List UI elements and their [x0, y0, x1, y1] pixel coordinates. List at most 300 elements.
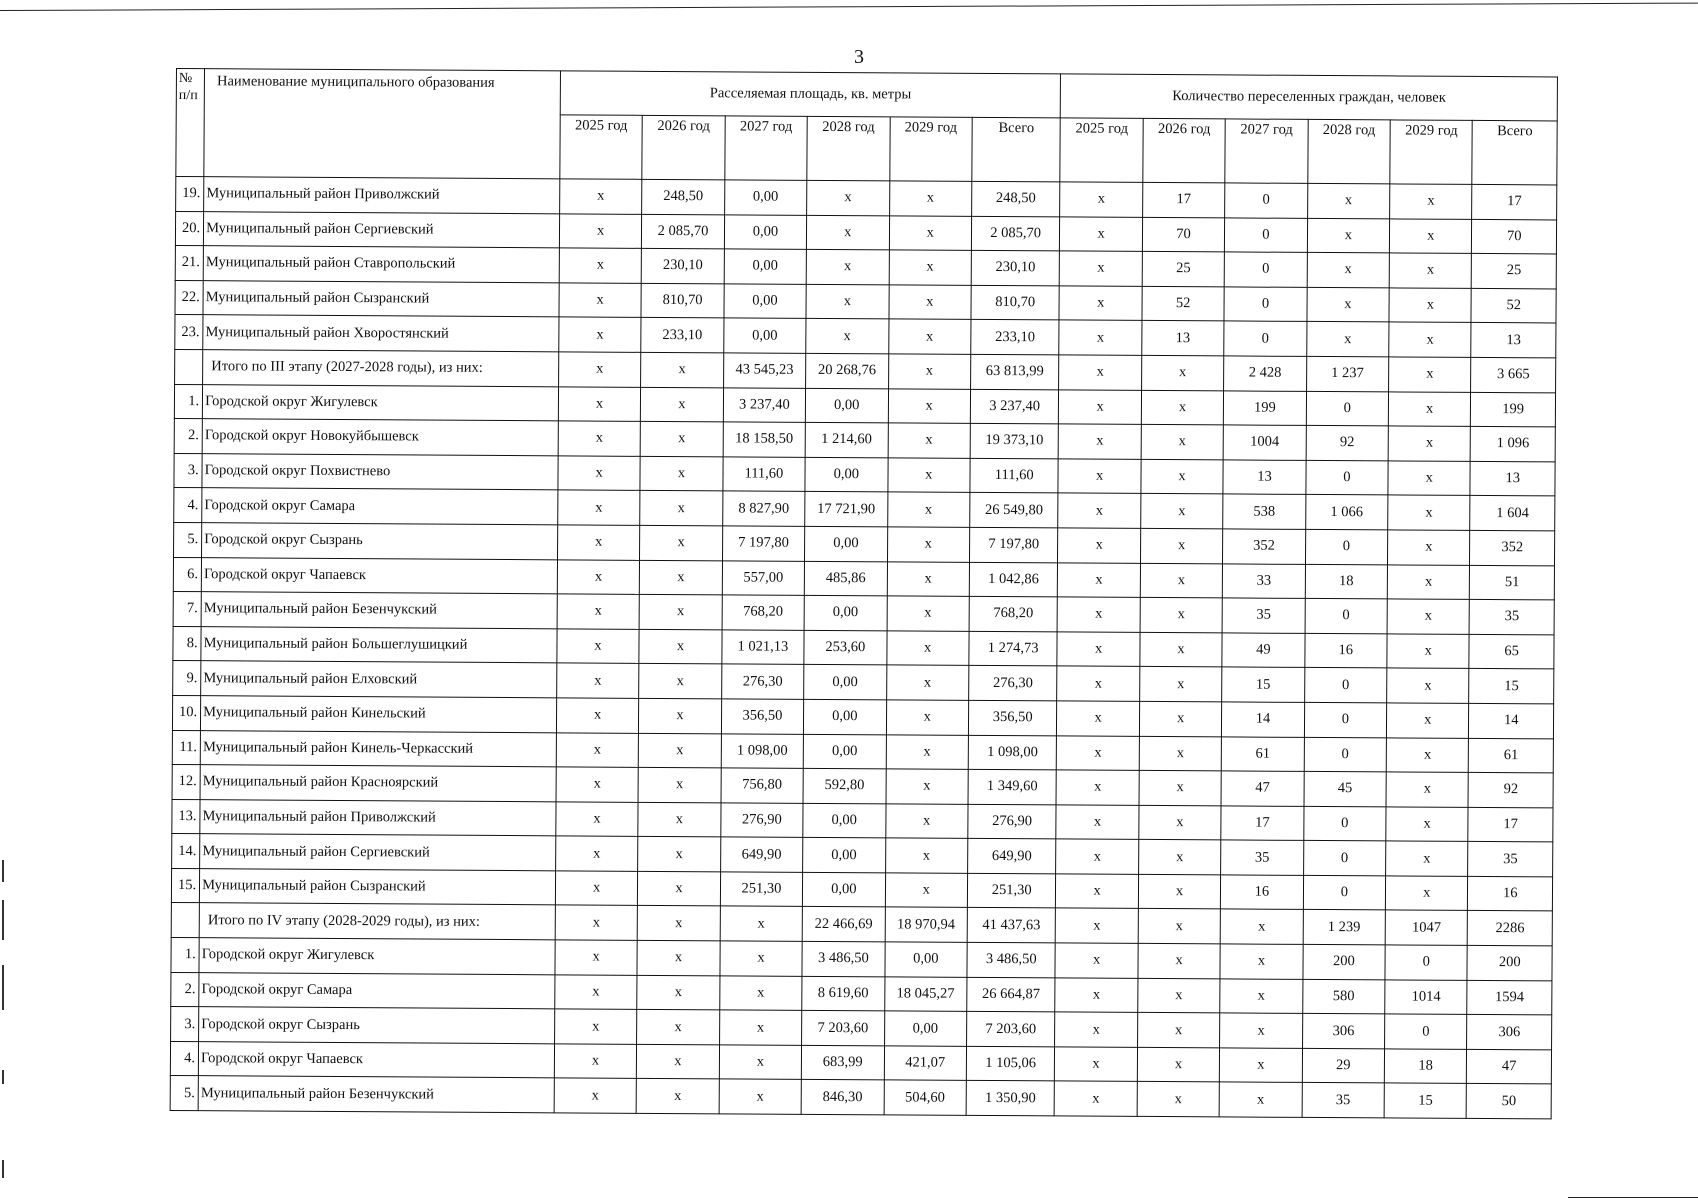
scan-edge-mark — [2, 965, 4, 1010]
area-cell: 22 466,69 — [802, 907, 885, 942]
area-cell: x — [886, 631, 969, 666]
people-cell: x — [1141, 459, 1224, 494]
people-cell: 92 — [1306, 426, 1389, 461]
people-cell: x — [1389, 357, 1472, 392]
area-cell: 17 721,90 — [805, 492, 888, 527]
people-cell: 33 — [1223, 563, 1306, 598]
row-number: 12. — [172, 765, 200, 800]
area-cell: x — [640, 491, 723, 526]
people-cell: 1014 — [1385, 980, 1468, 1015]
area-total-cell: 230,10 — [971, 251, 1060, 286]
municipality-name: Городской округ Новокуйбышевск — [202, 419, 558, 456]
people-cell: x — [1388, 461, 1471, 496]
people-cell: x — [1059, 286, 1142, 321]
people-cell: 15 — [1222, 667, 1305, 702]
scan-edge-line — [0, 3, 1698, 11]
municipality-name: Городской округ Чапаевск — [201, 557, 557, 594]
people-cell: x — [1387, 599, 1470, 634]
area-cell: x — [641, 352, 724, 387]
row-number: 14. — [172, 834, 200, 869]
people-cell: 0 — [1224, 321, 1307, 356]
area-cell: 0,00 — [723, 318, 806, 353]
area-cell: x — [557, 594, 640, 629]
header-area-year: 2029 год — [889, 117, 972, 182]
header-people-group: Количество переселенных граждан, человек — [1061, 74, 1558, 121]
area-cell: 0,00 — [804, 595, 887, 630]
people-total-cell: 51 — [1470, 565, 1555, 600]
row-number: 21. — [175, 246, 203, 281]
municipality-name: Муниципальный район Сергиевский — [204, 211, 560, 248]
people-cell: x — [1057, 666, 1140, 701]
people-cell: 70 — [1142, 217, 1225, 252]
people-cell: 49 — [1222, 633, 1305, 668]
area-cell: 0,00 — [724, 249, 807, 284]
people-total-cell: 199 — [1471, 392, 1556, 427]
municipality-name: Муниципальный район Ставропольский — [203, 246, 559, 283]
people-cell: x — [1386, 703, 1469, 738]
area-cell: 8 619,60 — [802, 976, 885, 1011]
people-cell: x — [1058, 528, 1141, 563]
people-cell: 0 — [1305, 529, 1388, 564]
scan-edge-mark — [2, 900, 4, 940]
area-cell: x — [885, 873, 968, 908]
area-cell: 0,00 — [884, 1011, 967, 1046]
area-cell: x — [888, 285, 971, 320]
people-cell: x — [1138, 978, 1221, 1013]
people-cell: 0 — [1306, 460, 1389, 495]
people-cell: 306 — [1302, 1014, 1385, 1049]
people-cell: x — [1137, 1047, 1220, 1082]
area-cell: 0,00 — [804, 665, 887, 700]
people-cell: x — [1138, 943, 1221, 978]
area-total-cell: 7 203,60 — [966, 1012, 1055, 1047]
area-cell: x — [558, 352, 641, 387]
municipality-name: Муниципальный район Сызранский — [200, 869, 556, 906]
people-cell: 1004 — [1223, 425, 1306, 460]
area-cell: 43 545,23 — [723, 353, 806, 388]
people-cell: 1047 — [1385, 910, 1468, 945]
area-cell: 8 827,90 — [722, 491, 805, 526]
people-total-cell: 200 — [1467, 945, 1552, 980]
area-total-cell: 1 042,86 — [969, 562, 1058, 597]
people-cell: x — [1390, 184, 1473, 219]
scan-edge-mark — [2, 1070, 4, 1084]
document-page — [170, 68, 1558, 1119]
people-cell: x — [1389, 219, 1472, 254]
area-cell: 557,00 — [722, 560, 805, 595]
people-cell: x — [1387, 634, 1470, 669]
people-cell: 0 — [1225, 183, 1308, 218]
area-cell: 2 085,70 — [642, 214, 725, 249]
people-cell: 0 — [1304, 702, 1387, 737]
area-cell: x — [555, 974, 638, 1009]
people-cell: x — [1059, 424, 1142, 459]
people-cell: x — [1219, 1082, 1302, 1117]
people-cell: 47 — [1221, 771, 1304, 806]
area-cell: x — [889, 250, 972, 285]
area-cell: x — [560, 179, 643, 214]
people-cell: x — [1056, 874, 1139, 909]
area-cell: x — [888, 423, 971, 458]
area-cell: 111,60 — [723, 457, 806, 492]
people-cell: 13 — [1142, 321, 1225, 356]
people-cell: x — [1220, 979, 1303, 1014]
area-cell: x — [887, 527, 970, 562]
area-total-cell: 7 197,80 — [969, 527, 1058, 562]
area-cell: x — [885, 804, 968, 839]
people-total-cell: 306 — [1467, 1015, 1552, 1050]
area-total-cell: 1 350,90 — [966, 1081, 1055, 1116]
area-total-cell: 1 105,06 — [966, 1046, 1055, 1081]
area-total-cell: 63 813,99 — [970, 354, 1059, 389]
people-cell: 1 066 — [1305, 495, 1388, 530]
people-cell: 1 237 — [1306, 356, 1389, 391]
header-people-total: Всего — [1472, 120, 1557, 185]
people-cell: x — [1139, 770, 1222, 805]
header-people-year: 2028 год — [1307, 119, 1390, 184]
people-cell: 352 — [1223, 529, 1306, 564]
area-cell: x — [640, 456, 723, 491]
row-number: 13. — [172, 799, 200, 834]
municipality-name: Муниципальный район Приволжский — [200, 799, 556, 836]
people-cell: x — [1139, 736, 1222, 771]
area-cell: 683,99 — [801, 1045, 884, 1080]
people-total-cell: 65 — [1469, 634, 1554, 669]
area-cell: 0,00 — [724, 214, 807, 249]
people-cell: x — [1307, 183, 1390, 218]
area-total-cell: 26 549,80 — [970, 493, 1059, 528]
area-cell: 0,00 — [804, 699, 887, 734]
area-cell: x — [806, 319, 889, 354]
row-number: 1. — [174, 384, 202, 419]
people-cell: 61 — [1221, 736, 1304, 771]
people-cell: x — [1387, 564, 1470, 599]
people-cell: x — [1056, 908, 1139, 943]
area-cell: x — [556, 767, 639, 802]
row-number: 19. — [176, 177, 204, 212]
area-cell: 0,00 — [805, 526, 888, 561]
people-cell: x — [1055, 978, 1138, 1013]
area-cell: 504,60 — [884, 1080, 967, 1115]
people-cell: x — [1059, 320, 1142, 355]
row-number: 2. — [174, 419, 202, 454]
area-cell: x — [638, 871, 721, 906]
people-cell: 0 — [1385, 1014, 1468, 1049]
area-cell: 0,00 — [724, 284, 807, 319]
area-total-cell: 251,30 — [967, 873, 1056, 908]
header-area-year: 2025 год — [560, 115, 643, 180]
people-cell: 200 — [1303, 944, 1386, 979]
people-total-cell: 352 — [1470, 530, 1555, 565]
area-cell: x — [639, 629, 722, 664]
area-cell: x — [556, 802, 639, 837]
row-number: 10. — [172, 695, 200, 730]
row-number: 22. — [175, 280, 203, 315]
area-cell: x — [641, 387, 724, 422]
people-total-cell: 14 — [1469, 703, 1554, 738]
area-cell: 0,00 — [802, 872, 885, 907]
area-cell: 0,00 — [724, 180, 807, 215]
municipality-name: Муниципальный район Сызранский — [203, 280, 559, 317]
area-total-cell: 2 085,70 — [971, 216, 1060, 251]
people-cell: 0 — [1303, 875, 1386, 910]
people-total-cell: 1594 — [1467, 980, 1552, 1015]
people-cell: x — [1306, 322, 1389, 357]
area-cell: 0,00 — [803, 803, 886, 838]
people-cell: 0 — [1304, 668, 1387, 703]
area-cell: 592,80 — [803, 768, 886, 803]
people-cell: 35 — [1221, 840, 1304, 875]
municipality-name: Муниципальный район Елховский — [201, 661, 557, 698]
area-cell: 3 486,50 — [802, 941, 885, 976]
people-total-cell: 15 — [1469, 669, 1554, 704]
row-number — [175, 349, 203, 384]
people-cell: x — [1056, 805, 1139, 840]
people-cell: 29 — [1302, 1048, 1385, 1083]
people-cell: x — [1138, 840, 1221, 875]
people-cell: x — [1060, 216, 1143, 251]
table-row — [170, 1076, 1551, 1119]
area-cell: x — [554, 1078, 637, 1113]
people-cell: x — [1307, 253, 1390, 288]
area-total-cell: 41 437,63 — [967, 908, 1056, 943]
people-total-cell: 70 — [1472, 219, 1557, 254]
people-cell: x — [1386, 772, 1469, 807]
people-cell: 0 — [1304, 737, 1387, 772]
municipality-name: Итого по III этапу (2027-2028 годы), из них: — [203, 350, 559, 387]
people-cell: x — [1058, 562, 1141, 597]
people-cell: 13 — [1223, 460, 1306, 495]
area-cell: x — [637, 975, 720, 1010]
people-cell: x — [1060, 182, 1143, 217]
municipality-name: Муниципальный район Кинельский — [201, 696, 557, 733]
area-cell: x — [556, 698, 639, 733]
area-cell: 0,00 — [884, 942, 967, 977]
municipality-name: Городской округ Сызрань — [199, 1007, 555, 1044]
people-cell: x — [1389, 288, 1472, 323]
area-cell: x — [638, 837, 721, 872]
row-number: 1. — [171, 938, 199, 973]
area-total-cell: 356,50 — [968, 700, 1057, 735]
people-cell: x — [1388, 426, 1471, 461]
area-cell: x — [889, 215, 972, 250]
people-cell: x — [1220, 909, 1303, 944]
area-cell: x — [806, 284, 889, 319]
row-number: 8. — [173, 626, 201, 661]
header-people-year: 2027 год — [1225, 119, 1308, 184]
area-cell: x — [640, 525, 723, 560]
people-cell: 580 — [1302, 979, 1385, 1014]
area-cell: x — [557, 525, 640, 560]
area-cell: 276,30 — [721, 664, 804, 699]
area-cell: 0,00 — [803, 734, 886, 769]
people-cell: x — [1058, 459, 1141, 494]
area-cell: x — [888, 319, 971, 354]
area-cell: 0,00 — [803, 838, 886, 873]
row-number: 3. — [174, 453, 202, 488]
area-cell: x — [639, 698, 722, 733]
scan-edge-mark — [2, 1160, 4, 1178]
area-cell: 421,07 — [884, 1046, 967, 1081]
people-total-cell: 61 — [1469, 738, 1554, 773]
municipality-name: Городской округ Жигулевск — [202, 384, 558, 421]
municipality-name: Муниципальный район Сергиевский — [200, 834, 556, 871]
municipality-name: Городской округ Самара — [202, 488, 558, 525]
people-cell: 17 — [1221, 806, 1304, 841]
municipality-name: Городской округ Похвистнево — [202, 453, 558, 490]
people-cell: x — [1137, 1082, 1220, 1117]
row-number: 4. — [174, 488, 202, 523]
people-cell: 538 — [1223, 494, 1306, 529]
area-cell: 230,10 — [641, 249, 724, 284]
people-cell: 0 — [1225, 218, 1308, 253]
area-total-cell: 3 486,50 — [967, 942, 1056, 977]
area-total-cell: 1 274,73 — [969, 631, 1058, 666]
municipality-name: Итого по IV этапу (2028-2029 годы), из них: — [199, 903, 555, 940]
header-name: Наименование муниципального образования — [204, 69, 560, 179]
people-total-cell: 25 — [1472, 254, 1557, 289]
people-total-cell: 92 — [1468, 773, 1553, 808]
people-cell: x — [1055, 943, 1138, 978]
area-cell: 233,10 — [641, 318, 724, 353]
area-total-cell: 649,90 — [968, 839, 1057, 874]
people-cell: x — [1385, 876, 1468, 911]
people-cell: x — [1388, 530, 1471, 565]
people-cell: x — [1307, 287, 1390, 322]
people-cell: x — [1140, 598, 1223, 633]
people-cell: 1 239 — [1303, 910, 1386, 945]
municipality-name: Муниципальный район Безенчукский — [198, 1076, 554, 1113]
area-cell: x — [887, 492, 970, 527]
area-cell: x — [559, 283, 642, 318]
municipality-name: Муниципальный район Безенчукский — [201, 592, 557, 629]
area-cell: 18 970,94 — [885, 907, 968, 942]
people-cell: 0 — [1224, 252, 1307, 287]
people-cell: x — [1141, 390, 1224, 425]
area-cell: 0,00 — [805, 457, 888, 492]
people-cell: 52 — [1142, 286, 1225, 321]
area-total-cell: 768,20 — [969, 596, 1058, 631]
area-cell: 251,30 — [720, 872, 803, 907]
area-cell: 1 214,60 — [805, 423, 888, 458]
people-cell: 15 — [1384, 1083, 1467, 1118]
people-total-cell: 3 665 — [1471, 357, 1556, 392]
area-cell: x — [637, 940, 720, 975]
area-cell: x — [555, 836, 638, 871]
municipality-name: Городской округ Чапаевск — [198, 1042, 554, 1079]
area-cell: 20 268,76 — [806, 353, 889, 388]
people-total-cell: 17 — [1472, 184, 1557, 219]
people-cell: 2 428 — [1224, 356, 1307, 391]
area-cell: x — [556, 732, 639, 767]
row-number: 6. — [173, 557, 201, 592]
area-cell: x — [887, 561, 970, 596]
people-cell: 25 — [1142, 252, 1225, 287]
people-total-cell: 1 604 — [1470, 496, 1555, 531]
area-cell: x — [640, 422, 723, 457]
people-cell: 14 — [1222, 702, 1305, 737]
area-cell: x — [886, 700, 969, 735]
area-cell: x — [719, 975, 802, 1010]
people-total-cell: 16 — [1468, 876, 1553, 911]
people-total-cell: 2286 — [1468, 911, 1553, 946]
people-cell: x — [1141, 494, 1224, 529]
people-cell: x — [1139, 805, 1222, 840]
header-people-year: 2025 год — [1060, 118, 1143, 183]
area-cell: x — [558, 490, 641, 525]
people-cell: 16 — [1305, 633, 1388, 668]
area-cell: x — [637, 1010, 720, 1045]
area-cell: x — [719, 1010, 802, 1045]
people-cell: x — [1056, 770, 1139, 805]
row-number: 3. — [171, 1007, 199, 1042]
area-cell: x — [885, 838, 968, 873]
area-cell: 756,80 — [721, 768, 804, 803]
area-cell: 1 098,00 — [721, 733, 804, 768]
people-cell: 35 — [1222, 598, 1305, 633]
people-cell: x — [1139, 701, 1222, 736]
area-cell: 0,00 — [805, 388, 888, 423]
people-cell: 18 — [1384, 1049, 1467, 1084]
people-cell: 16 — [1221, 875, 1304, 910]
row-number: 9. — [173, 661, 201, 696]
area-cell: x — [555, 940, 638, 975]
people-cell: x — [1059, 355, 1142, 390]
area-cell: x — [807, 215, 890, 250]
people-cell: x — [1141, 355, 1224, 390]
area-cell: x — [720, 906, 803, 941]
row-number: 2. — [171, 972, 199, 1007]
people-cell: 0 — [1306, 391, 1389, 426]
area-cell: 7 197,80 — [722, 526, 805, 561]
people-cell: x — [1060, 251, 1143, 286]
area-total-cell: 19 373,10 — [970, 424, 1059, 459]
area-total-cell: 276,90 — [968, 804, 1057, 839]
people-cell: 17 — [1142, 182, 1225, 217]
row-number: 7. — [173, 592, 201, 627]
area-cell: 846,30 — [801, 1080, 884, 1115]
area-total-cell: 233,10 — [971, 320, 1060, 355]
area-cell: x — [554, 1044, 637, 1079]
row-number: 23. — [175, 315, 203, 350]
header-people-year: 2026 год — [1143, 118, 1226, 183]
area-cell: x — [807, 180, 890, 215]
people-cell: x — [1055, 1081, 1138, 1116]
scan-edge-line-bottom — [1568, 1197, 1698, 1198]
area-cell: x — [558, 421, 641, 456]
area-cell: x — [889, 181, 972, 216]
area-cell: 253,60 — [804, 630, 887, 665]
people-cell: x — [1139, 667, 1222, 702]
people-cell: x — [1137, 1013, 1220, 1048]
people-cell: 199 — [1224, 390, 1307, 425]
area-cell: x — [557, 559, 640, 594]
people-total-cell: 52 — [1471, 288, 1556, 323]
people-cell: x — [1220, 944, 1303, 979]
area-cell: x — [639, 594, 722, 629]
people-cell: 45 — [1304, 771, 1387, 806]
row-number: 4. — [170, 1041, 198, 1076]
people-total-cell: 13 — [1470, 461, 1555, 496]
people-total-cell: 50 — [1467, 1084, 1552, 1119]
area-total-cell: 810,70 — [971, 285, 1060, 320]
row-number — [171, 903, 199, 938]
people-cell: x — [1140, 632, 1223, 667]
area-cell: 768,20 — [722, 595, 805, 630]
resettlement-table — [170, 68, 1558, 1119]
row-number: 11. — [172, 730, 200, 765]
municipality-name: Городской округ Сызрань — [202, 523, 558, 560]
